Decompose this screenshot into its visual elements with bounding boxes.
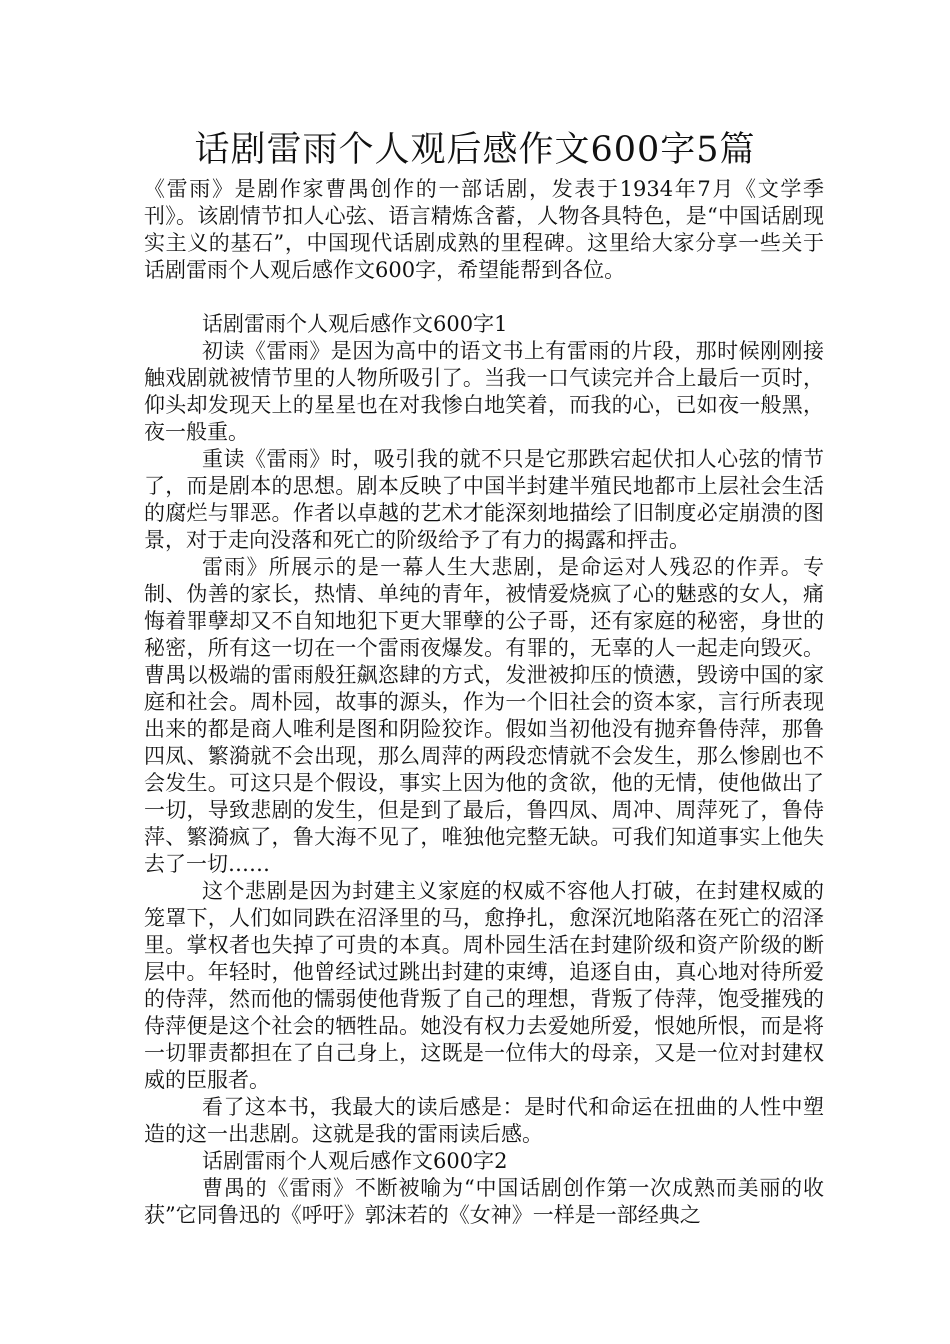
body-paragraph: 初读《雷雨》是因为高中的语文书上有雷雨的片段，那时候刚刚接触戏剧就被情节里的人物所吸引了。当我一口气读完并合上最后一页时，仰头却发现天上的星星也在对我惨白地笑着，而我的心，已如夜一般黑，夜一般重。 <box>144 339 824 444</box>
body-paragraph: 看了这本书，我最大的读后感是：是时代和命运在扭曲的人性中塑造的这一出悲剧。这就是我的雷雨读后感。 <box>144 1095 824 1146</box>
body-paragraph: 曹禺的《雷雨》不断被喻为“中国话剧创作第一次成熟而美丽的收获”它同鲁迅的《呼吁》郭沫若的《女神》一样是一部经典之 <box>144 1176 824 1227</box>
paragraph-spacer <box>144 284 824 311</box>
document-title: 话剧雷雨个人观后感作文600字5篇 <box>194 130 756 170</box>
document-body <box>144 176 824 1229</box>
body-paragraph: 重读《雷雨》时，吸引我的就不只是它那跌宕起伏扣人心弦的情节了，而是剧本的思想。剧本反映了中国半封建半殖民地都市上层社会生活的腐烂与罪恶。作者以卓越的艺术才能深刻地描绘了旧制度必定崩溃的图景，对于走向没落和死亡的阶级给予了有力的揭露和抨击。 <box>144 447 824 552</box>
section-heading: 话剧雷雨个人观后感作文600字1 <box>202 312 508 336</box>
section-heading: 话剧雷雨个人观后感作文600字2 <box>202 1149 508 1173</box>
intro-paragraph: 《雷雨》是剧作家曹禺创作的一部话剧，发表于1934年7月《文学季刊》。该剧情节扣人心弦、语言精炼含蓄，人物各具特色，是“中国话剧现实主义的基石”，中国现代话剧成熟的里程碑。这里给大家分享一些关于话剧雷雨个人观后感作文600字，希望能帮到各位。 <box>144 177 824 282</box>
body-paragraph: 雷雨》所展示的是一幕人生大悲剧，是命运对人残忍的作弄。专制、伪善的家长，热情、单纯的青年，被情爱烧疯了心的魅惑的女人，痛悔着罪孽却又不自知地犯下更大罪孽的公子哥，还有家庭的秘密，身世的秘密，所有这一切在一个雷雨夜爆发。有罪的，无辜的人一起走向毁灭。曹禺以极端的雷雨般狂飙恣肆的方式，发泄被抑压的愤懑，毁谤中国的家庭和社会。周朴园，故事的源头，作为一个旧社会的资本家，言行所表现出来的都是商人唯利是图和阴险狡诈。假如当初他没有抛弃鲁侍萍，那鲁四凤、繁漪就不会出现，那么周萍的两段恋情就不会发生，那么惨剧也不会发生。可这只是个假设，事实上因为他的贪欲，他的无情，使他做出了一切，导致悲剧的发生，但是到了最后，鲁四凤、周冲、周萍死了，鲁侍萍、繁漪疯了，鲁大海不见了，唯独他完整无缺。可我们知道事实上他失去了一切…… <box>144 555 824 876</box>
body-paragraph: 这个悲剧是因为封建主义家庭的权威不容他人打破，在封建权威的笼罩下，人们如同跌在沼泽里的马，愈挣扎，愈深沉地陷落在死亡的沼泽里。掌权者也失掉了可贵的本真。周朴园生活在封建阶级和资产阶级的断层中。年轻时，他曾经试过跳出封建的束缚，追逐自由，真心地对待所爱的侍萍，然而他的懦弱使他背叛了自己的理想，背叛了侍萍，饱受摧残的侍萍便是这个社会的牺牲品。她没有权力去爱她所爱，恨她所恨，而是将一切罪责都担在了自己身上，这既是一位伟大的母亲，又是一位对封建权威的臣服者。 <box>144 879 824 1092</box>
